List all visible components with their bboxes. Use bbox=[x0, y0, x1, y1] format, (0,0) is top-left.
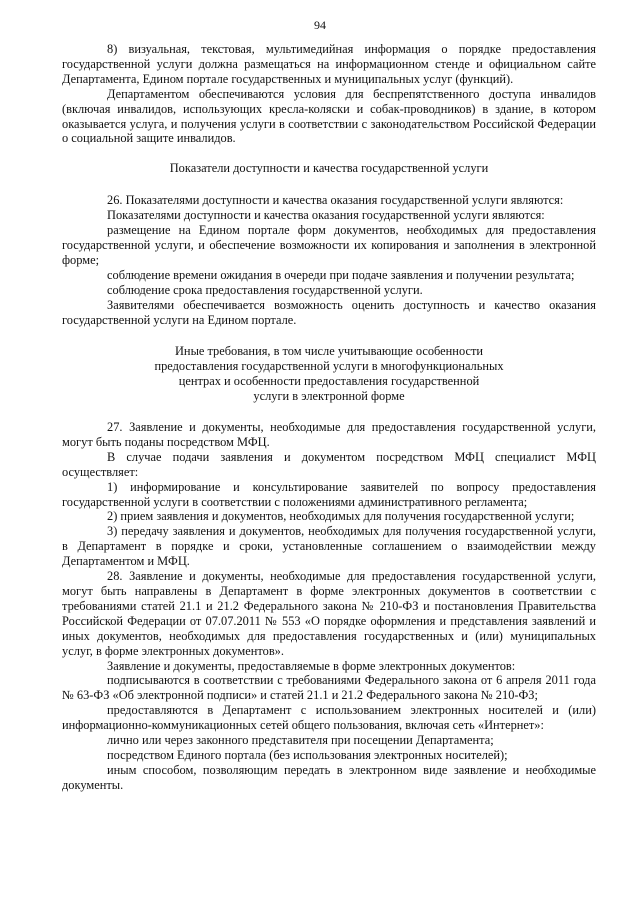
paragraph: 28. Заявление и документы, необходимые для предоставления государственной услуги, могут быть направлены в Департамент в форме электронных документов в соответствии с требованиями статей 21.1 и 21.2 Федерального закона № 210-ФЗ и постановления Правительства Российской Федерации от 07.07.2011 № 553 «О порядке оформления и представления заявлений и иных документов, необходимых для предоставления государственных и (или) муниципальных услуг, в форме электронных документов». bbox=[62, 569, 596, 658]
page-number: 94 bbox=[314, 18, 326, 32]
paragraph: 27. Заявление и документы, необходимые для предоставления государственной услуги, могут быть поданы посредством МФЦ. bbox=[62, 420, 596, 449]
paragraph: соблюдение срока предоставления государственной услуги. bbox=[107, 282, 423, 297]
paragraph: Заявление и документы, предоставляемые в форме электронных документов: bbox=[107, 658, 516, 673]
paragraph: предоставляются в Департамент с использованием электронных носителей и (или) информационно-коммуникационных сетей общего пользования, включая сеть «Интернет»: bbox=[62, 703, 596, 733]
page-content bbox=[62, 42, 596, 793]
paragraph: посредством Единого портала (без использования электронных носителей); bbox=[107, 747, 508, 762]
paragraph: 26. Показателями доступности и качества оказания государственной услуги являются: bbox=[107, 193, 564, 208]
paragraph: подписываются в соответствии с требованиями Федерального закона от 6 апреля 2011 года № 63-ФЗ «Об электронной подписи» и статей 21.1 и 21.2 Федерального закона № 210-ФЗ; bbox=[62, 673, 596, 703]
heading-line: услуги в электронной форме bbox=[253, 389, 405, 404]
heading-line: центрах и особенности предоставления государственной bbox=[178, 374, 480, 389]
paragraph: 1) информирование и консультирование заявителей по вопросу предоставления государственной услуги в соответствии с положениями административного регламента; bbox=[62, 479, 596, 509]
paragraph: Департаментом обеспечиваются условия для беспрепятственного доступа инвалидов (включая инвалидов, использующих кресла-коляски и собак-проводников) в здание, в котором оказывается услуга, и получения услуги в соответствии с законодательством Российской Федерации о социальной защите инвалидов. bbox=[62, 86, 596, 146]
section-heading-accessibility: Показатели доступности и качества государственной услуги bbox=[169, 161, 489, 176]
paragraph: 2) прием заявления и документов, необходимых для получения государственной услуги; bbox=[107, 509, 575, 524]
paragraph: 3) передачу заявления и документов, необходимых для получения государственной услуги, в Департамент в порядке и сроки, установленные соглашением о взаимодействии между Департаментом и МФЦ. bbox=[62, 524, 596, 569]
heading-line: Иные требования, в том числе учитывающие особенности bbox=[174, 344, 483, 359]
heading-line: предоставления государственной услуги в многофункциональных bbox=[154, 359, 504, 374]
paragraph: лично или через законного представителя при посещении Департамента; bbox=[107, 733, 494, 748]
section-heading-other-requirements bbox=[62, 344, 596, 404]
paragraph: иным способом, позволяющим передать в электронном виде заявление и необходимые документы. bbox=[62, 762, 596, 792]
paragraph: В случае подачи заявления и документом посредством МФЦ специалист МФЦ осуществляет: bbox=[62, 449, 596, 479]
paragraph: размещение на Едином портале форм документов, необходимых для предоставления государственной услуги, и обеспечение возможности их копирования и заполнения в электронной форме; bbox=[62, 223, 596, 267]
paragraph: Показателями доступности и качества оказания государственной услуги являются: bbox=[107, 208, 545, 223]
paragraph: 8) визуальная, текстовая, мультимедийная информация о порядке предоставления государственной услуги должна размещаться на информационном стенде и официальном сайте Департамента, Едином портале государственных и муниципальных услуг (функций). bbox=[62, 42, 596, 86]
paragraph: соблюдение времени ожидания в очереди при подаче заявления и получении результата; bbox=[107, 267, 575, 282]
paragraph: Заявителями обеспечивается возможность оценить доступность и качество оказания государственной услуги на Едином портале. bbox=[62, 297, 596, 327]
